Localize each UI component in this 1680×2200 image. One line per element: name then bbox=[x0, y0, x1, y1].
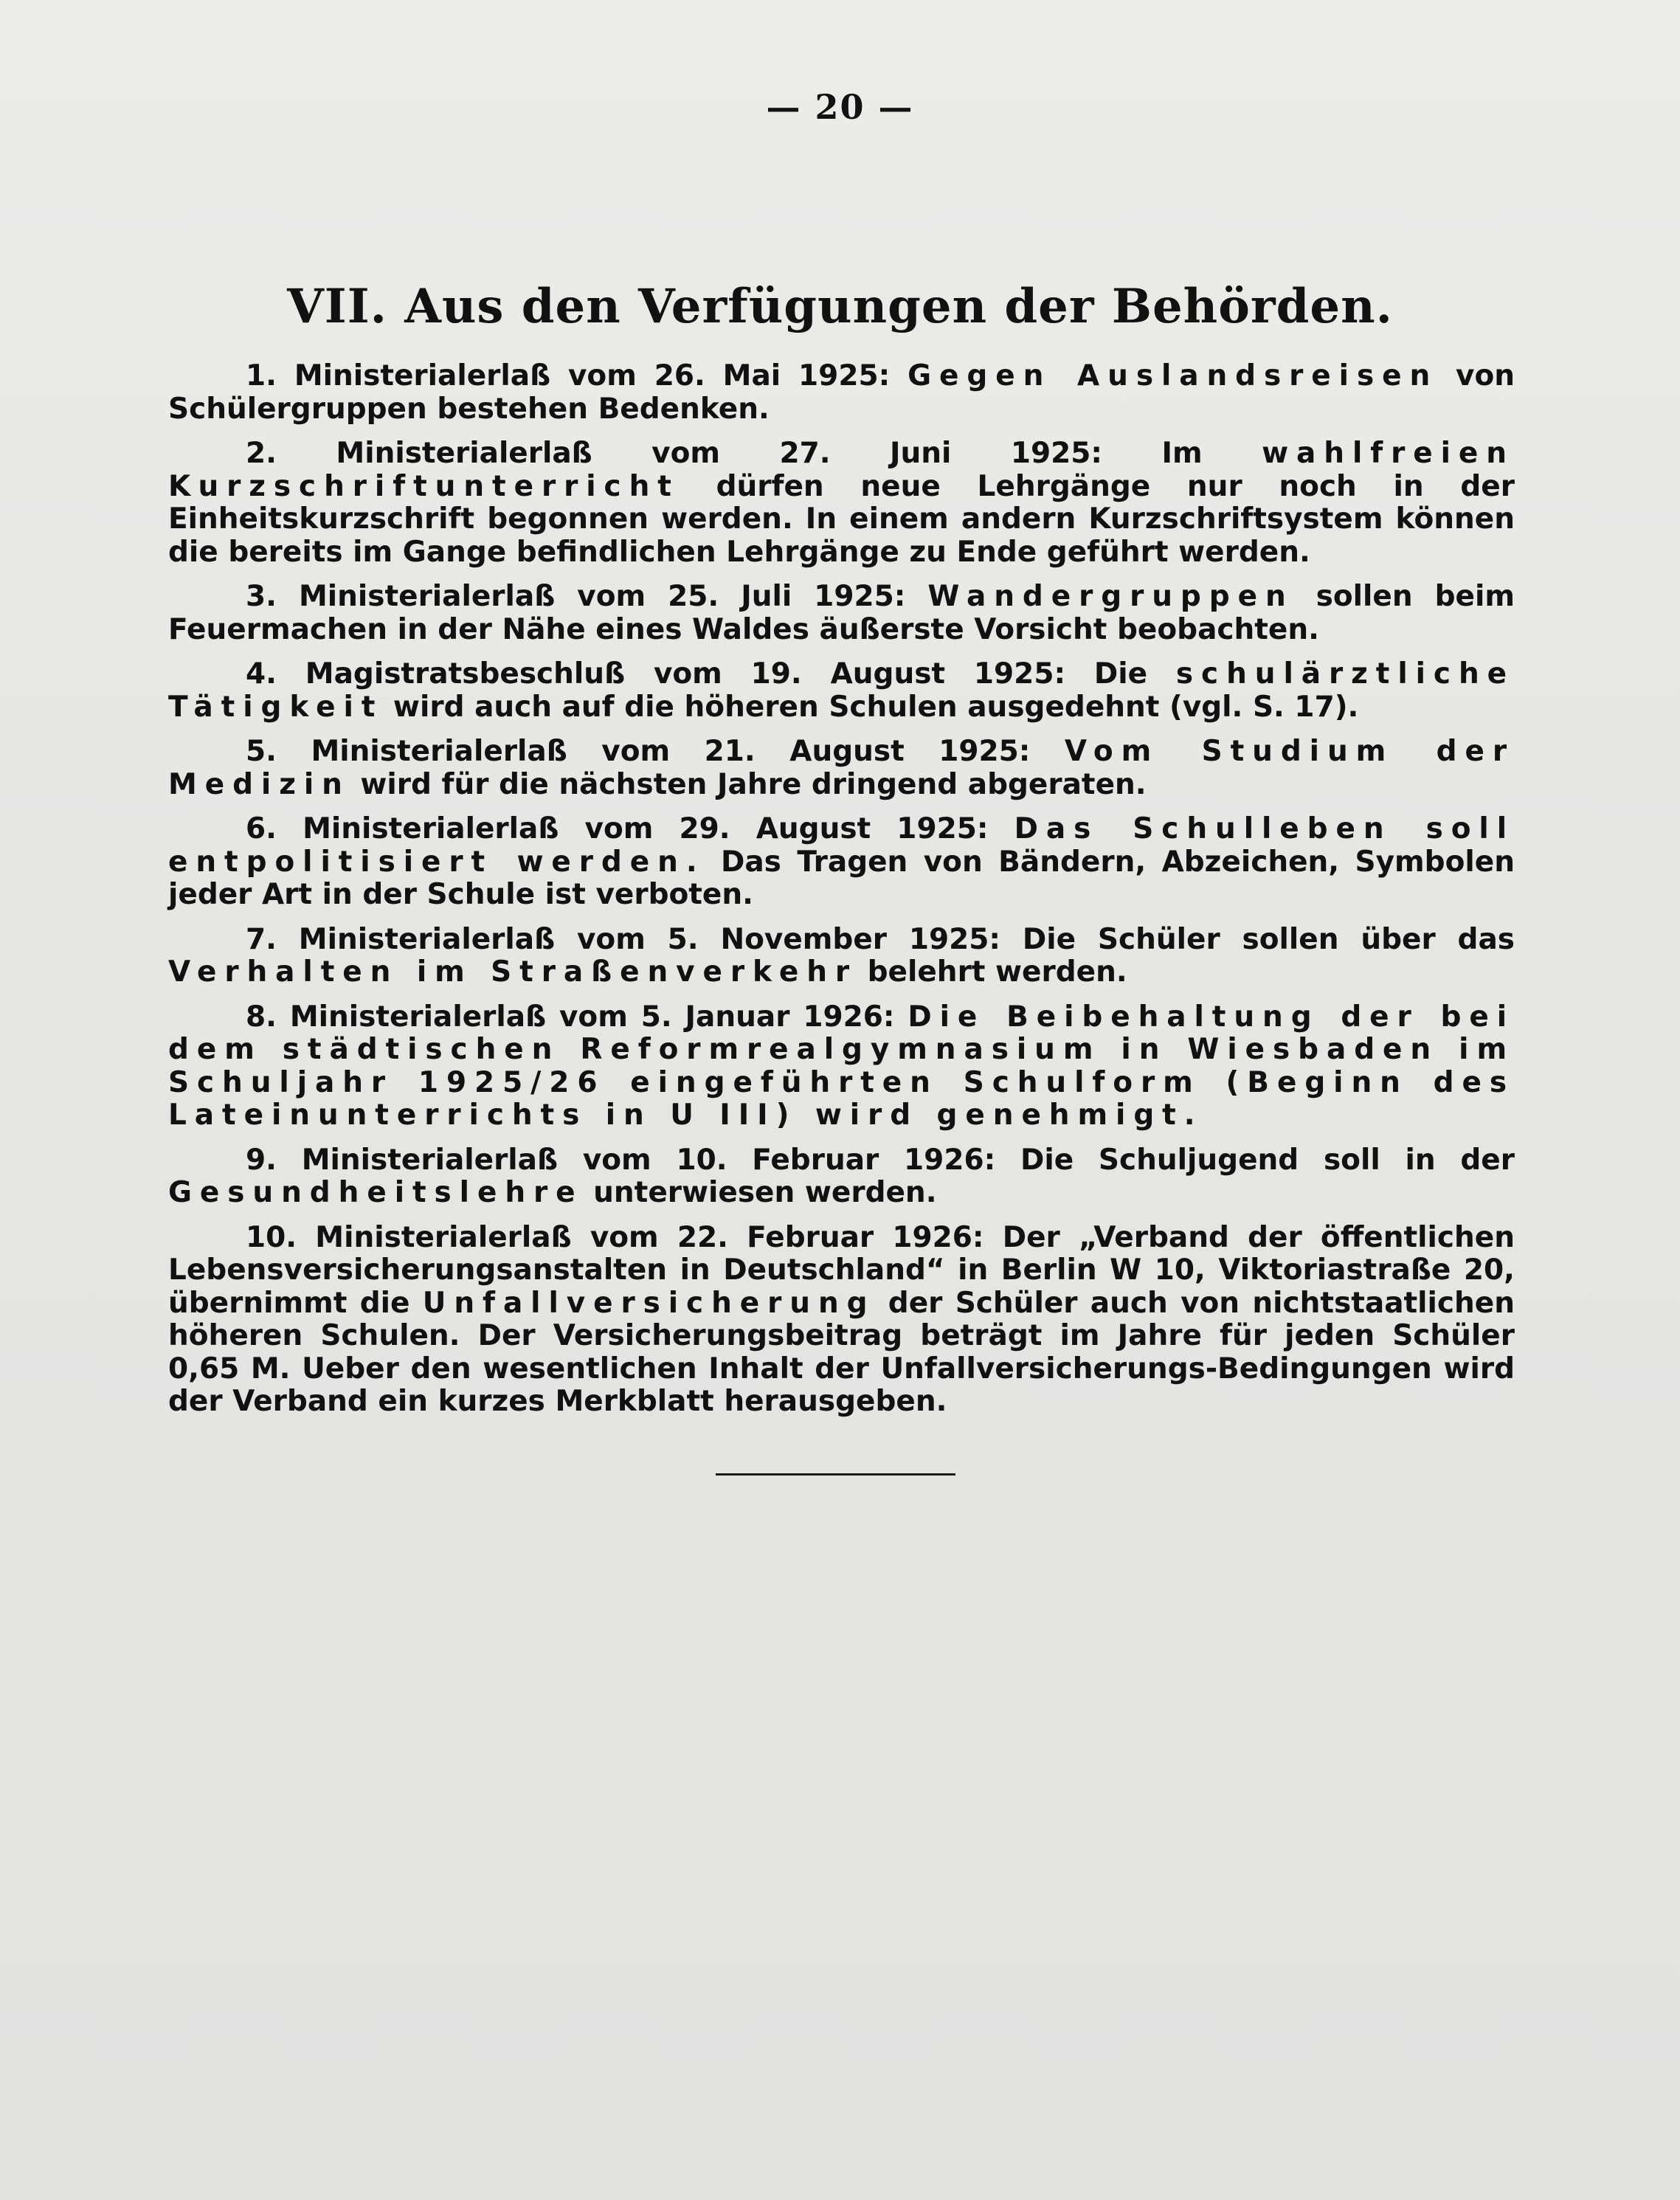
decree-entry-text: 6. Ministerialerlaß vom 29. August 1925: bbox=[246, 812, 1014, 845]
decree-entry-emphasis: wahlfreien Kurzschriftunterricht bbox=[168, 437, 1515, 503]
decree-entry-emphasis: Gegen Auslandsreisen bbox=[908, 359, 1439, 392]
decree-entry-emphasis: Verhalten im Straßenverkehr bbox=[168, 955, 858, 989]
decree-entry-rest: belehrt werden. bbox=[857, 955, 1127, 989]
decree-entry-rest: der Schüler auch von nichtstaatlichen höheren Schulen. Der Versicherungsbeitrag beträgt im Jahre für jeden Schüler 0,65 M. Ueber den wesentlichen Inhalt der Unfallversicherungs-Bedingungen wird der Verband ein kurzes Merkblatt herausgeben. bbox=[168, 1286, 1515, 1418]
decree-entry bbox=[168, 813, 1515, 912]
page-number: — 20 — bbox=[766, 87, 914, 127]
decree-entry-text: 8. Ministerialerlaß vom 5. Januar 1926: bbox=[246, 1000, 908, 1034]
decree-entry-emphasis: Wandergruppen bbox=[927, 580, 1294, 613]
decree-entry-rest: Das Tragen von Bändern, Abzeichen, Symbolen jeder Art in der Schule ist verboten. bbox=[168, 845, 1515, 911]
decree-entry-rest: von Schülergruppen bestehen Bedenken. bbox=[168, 359, 1515, 426]
decree-entry-text: 9. Ministerialerlaß vom 10. Februar 1926: Die Schuljugend soll in der bbox=[246, 1143, 1515, 1177]
decree-entry-emphasis: Das Schulleben soll entpolitisiert werden. bbox=[168, 812, 1515, 879]
decree-entry bbox=[168, 1144, 1515, 1210]
decree-entry-emphasis: Gesundheitslehre bbox=[168, 1176, 584, 1209]
decree-entry-rest: wird für die nächsten Jahre dringend abgeraten. bbox=[350, 767, 1147, 801]
decree-entry-rest: wird auch auf die höheren Schulen ausgedehnt (vgl. S. 17). bbox=[383, 690, 1359, 724]
section-divider bbox=[716, 1473, 955, 1476]
decree-entry-emphasis: schulärztliche Tätigkeit bbox=[168, 657, 1515, 724]
decree-entry bbox=[168, 360, 1515, 426]
decree-entry-emphasis: Vom Studium der Medizin bbox=[168, 735, 1515, 801]
decree-entry-rest: sollen beim Feuermachen in der Nähe eines Waldes äußerste Vorsicht beobachten. bbox=[168, 580, 1515, 646]
section-heading: VII. Aus den Verfügungen der Behörden. bbox=[287, 279, 1393, 334]
decree-entry bbox=[168, 658, 1515, 724]
decree-entry bbox=[168, 924, 1515, 989]
decree-entry-rest: unterwiesen werden. bbox=[583, 1176, 937, 1209]
decree-entry-text: 10. Ministerialerlaß vom 22. Februar 1926: Der „Verband der öffentlichen Lebensversicherungsanstalten in Deutschland“ in Berlin W 10, Viktoriastraße 20, übernimmt die bbox=[168, 1220, 1515, 1320]
decree-entry bbox=[168, 581, 1515, 646]
decree-entry bbox=[168, 736, 1515, 801]
decree-entry-text: 4. Magistratsbeschluß vom 19. August 1925: Die bbox=[246, 657, 1176, 691]
decree-list bbox=[168, 360, 1515, 1431]
decree-entry-text: 2. Ministerialerlaß vom 27. Juni 1925: Im bbox=[246, 437, 1262, 470]
decree-entry-text: 1. Ministerialerlaß vom 26. Mai 1925: bbox=[246, 359, 908, 392]
decree-entry-text: 3. Ministerialerlaß vom 25. Juli 1925: bbox=[246, 580, 928, 613]
decree-entry bbox=[168, 437, 1515, 569]
decree-entry bbox=[168, 1001, 1515, 1132]
decree-entry-emphasis: Die Beibehaltung der bei dem städtischen Reformrealgymnasium in Wiesbaden im Schuljahr 1925/26 eingeführten Schulform (Beginn des Lateinunterrichts in U III) wird genehmigt. bbox=[168, 1000, 1515, 1132]
decree-entry-emphasis: Unfallversicherung bbox=[422, 1286, 876, 1320]
decree-entry-text: 5. Ministerialerlaß vom 21. August 1925: bbox=[246, 735, 1065, 768]
decree-entry-text: 7. Ministerialerlaß vom 5. November 1925: Die Schüler sollen über das bbox=[246, 922, 1515, 956]
decree-entry-rest: dürfen neue Lehrgänge nur noch in der Einheitskurzschrift begonnen werden. In einem andern Kurzschriftsystem können die bereits im Gange befindlichen Lehrgänge zu Ende geführt werden. bbox=[168, 469, 1515, 569]
decree-entry bbox=[168, 1222, 1515, 1419]
